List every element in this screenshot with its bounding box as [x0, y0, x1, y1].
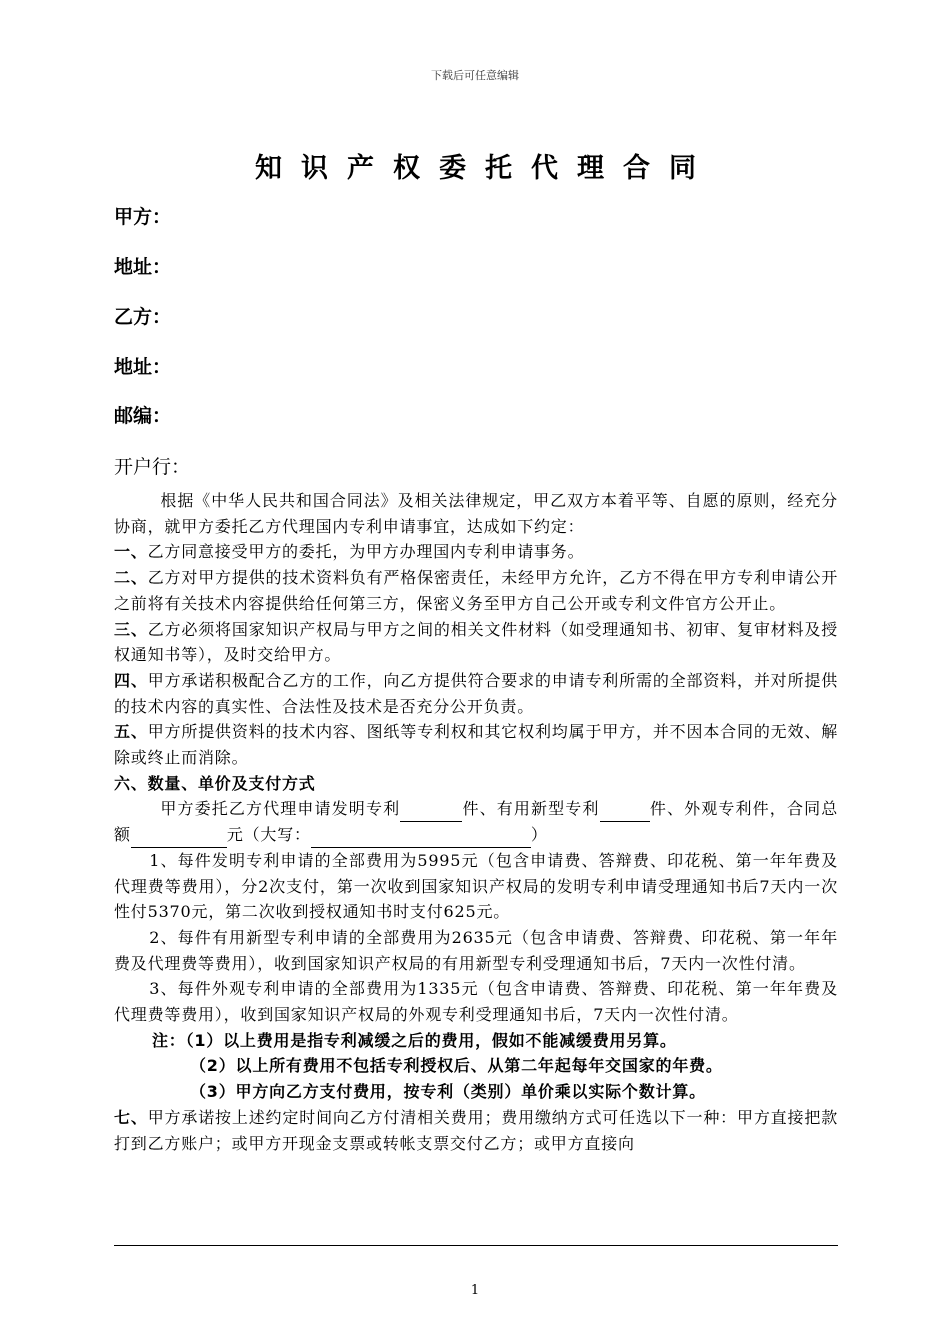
fee-item-2: 2、每件有用新型专利申请的全部费用为2635元（包含申请费、答辩费、印花税、第一年年费及代理费等费用），收到国家知识产权局的有用新型专利受理通知书后，7天内一次性付清。 [114, 927, 838, 973]
clause-3-text: 乙方必须将国家知识产权局与甲方之间的相关文件材料（如受理通知书、初审、复审材料及授权通知书等），及时交给甲方。 [114, 619, 838, 665]
clause-4 [114, 668, 838, 719]
clause-4-text: 甲方承诺积极配合乙方的工作，向乙方提供符合要求的申请专利所需的全部资料，并对所提供的技术内容的真实性、合法性及技术是否充分公开负责。 [114, 670, 838, 716]
quantity-text-d: 元（大写： [226, 825, 311, 845]
clause-4-head: 四、 [114, 670, 148, 690]
bank-label: 开户行： [114, 456, 191, 478]
quantity-text-e: ） [530, 825, 548, 845]
clause-7-text: 甲方承诺按上述约定时间向乙方付清相关费用；费用缴纳方式可任选以下一种：甲方直接把款打到乙方账户；或甲方开现金支票或转帐支票交付乙方；或甲方直接向 [114, 1107, 838, 1153]
note-3: （3）甲方向乙方支付费用，按专利（类别）单价乘以实际个数计算。 [190, 1082, 706, 1102]
clause-1-text: 乙方同意接受甲方的委托，为甲方办理国内专利申请事务。 [147, 542, 585, 562]
clause-5-head: 五、 [114, 722, 148, 742]
utility-count-blank [600, 803, 650, 822]
clause-3-head: 三、 [114, 619, 148, 639]
quantity-text-a: 甲方委托乙方代理申请发明专利 [160, 799, 401, 819]
clause-2-text: 乙方对甲方提供的技术资料负有严格保密责任，未经甲方允许，乙方不得在甲方专利申请公开之前将有关技术内容提供给任何第三方，保密义务至甲方自己公开或专利文件官方公开止。 [114, 568, 838, 613]
party-a-label: 甲方： [114, 206, 172, 228]
address-a-label: 地址： [114, 256, 172, 278]
clause-2-head: 二、 [114, 568, 148, 588]
party-b-label: 乙方： [114, 306, 172, 328]
clause-5 [114, 719, 838, 770]
address-b-label: 地址： [114, 356, 172, 378]
clause-6-heading: 六、数量、单价及支付方式 [114, 773, 316, 793]
quantity-text-b: 件、有用新型专利 [462, 799, 600, 819]
contract-body [114, 488, 838, 1156]
fee-item-3: 3、每件外观专利申请的全部费用为1335元（包含申请费、答辩费、印花税、第一年年费及代理费等费用），收到国家知识产权局的外观专利受理通知书后，7天内一次性付清。 [114, 979, 838, 1025]
postcode-label: 邮编： [114, 405, 172, 427]
header-note: 下载后可任意编辑 [431, 69, 519, 82]
preamble: 根据《中华人民共和国合同法》及相关法律规定，甲乙双方本着平等、自愿的原则，经充分协商，就甲方委托乙方代理国内专利申请事宜，达成如下约定： [114, 491, 838, 536]
clause-1 [114, 539, 838, 565]
clause-6-quantity [114, 796, 838, 847]
clause-2 [114, 565, 838, 616]
clause-7-head: 七、 [114, 1107, 148, 1127]
note-1: 注：（1）以上费用是指专利减缓之后的费用，假如不能减缓费用另算。 [152, 1030, 677, 1050]
amount-in-words-blank [311, 829, 531, 848]
fee-item-1: 1、每件发明专利申请的全部费用为5995元（包含申请费、答辩费、印花税、第一年年费及代理费等费用），分2次支付，第一次收到国家知识产权局的发明专利申请受理通知书后7天内一次性付5370元，第二次收到授权通知书时支付625元。 [114, 850, 838, 922]
page-number: 1 [470, 1283, 480, 1298]
total-amount-blank [131, 829, 227, 848]
clause-3 [114, 617, 838, 668]
contract-title: 知识产权委托代理合同 [255, 153, 715, 184]
note-2: （2）以上所有费用不包括专利授权后、从第二年起每年交国家的年费。 [190, 1056, 723, 1076]
invention-count-blank [400, 803, 462, 822]
clause-1-head: 一、 [114, 542, 148, 562]
footer-divider [114, 1245, 838, 1246]
clause-5-text: 甲方所提供资料的技术内容、图纸等专利权和其它权利均属于甲方，并不因本合同的无效、解除或终止而消除。 [114, 722, 838, 768]
quantity-text-c: 件、外观专利件，合同总额 [114, 799, 838, 845]
clause-7 [114, 1105, 838, 1156]
